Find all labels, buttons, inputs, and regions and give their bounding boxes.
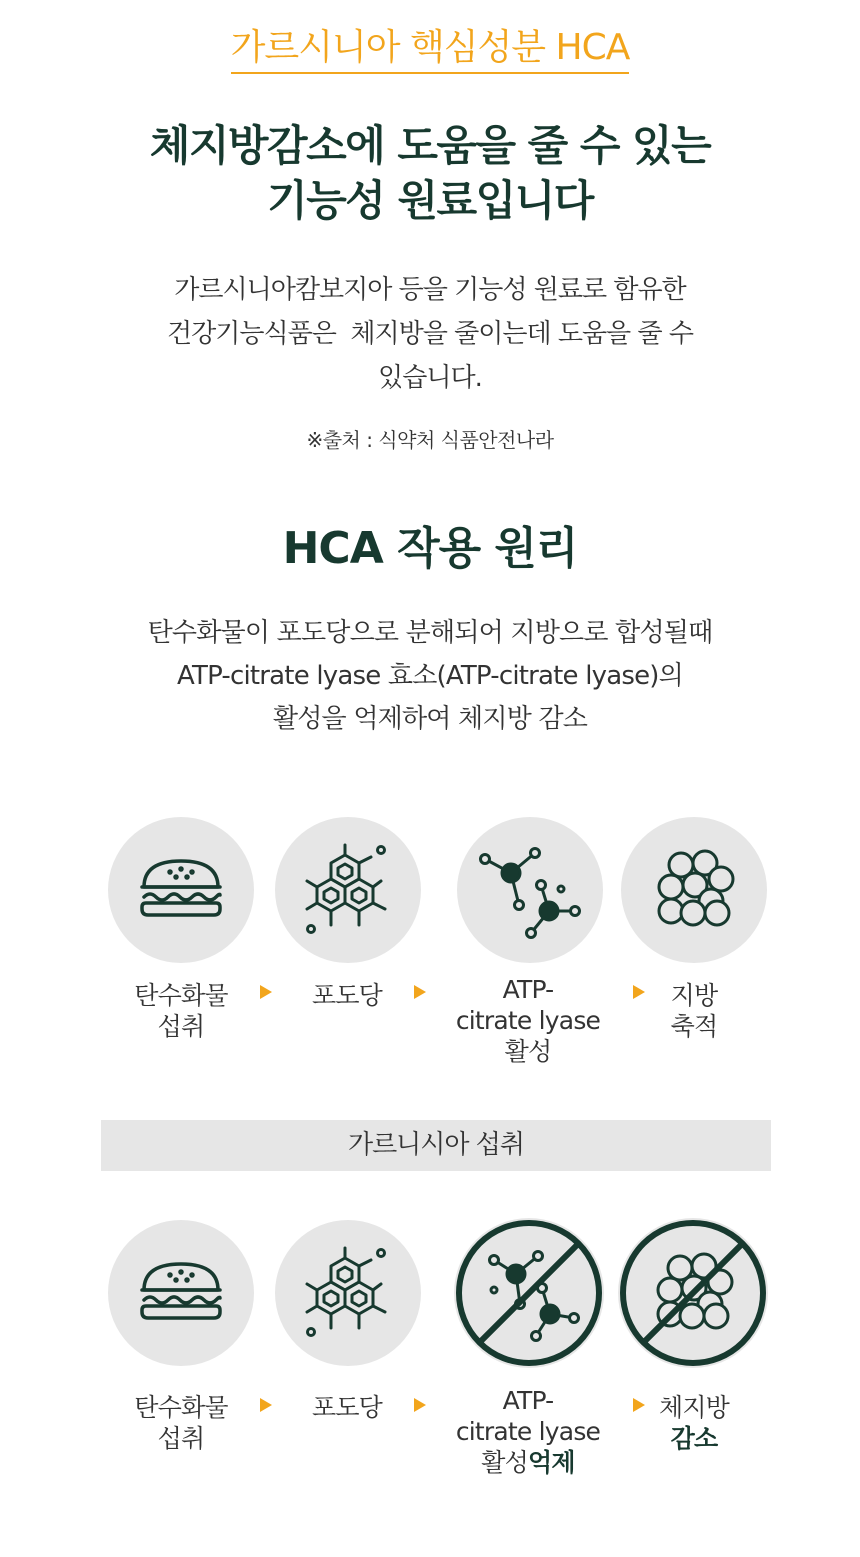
principle-line-1: 탄수화물이 포도당으로 분해되어 지방으로 합성될때 — [147, 618, 713, 648]
flow2-step-bodyfat — [648, 1392, 740, 1454]
flow1-step-atp-line3: 활성 — [504, 1037, 552, 1066]
flow2-step-atp-line2: citrate lyase — [455, 1417, 601, 1446]
flow1-step-carb — [111, 980, 251, 1042]
section-title: HCA 작용 원리 — [282, 523, 578, 574]
flow2-step-bodyfat-line2: 감소 — [670, 1424, 718, 1453]
flow1-step-fat — [649, 980, 739, 1042]
flow2-step-carb-line1: 탄수화물 — [134, 1393, 228, 1422]
enzyme-molecule-icon — [457, 817, 603, 963]
ingredient-tag-text: 가르시니아 핵심성분 HCA — [231, 26, 630, 74]
flow2-step-atp-active: 활성 — [481, 1448, 528, 1477]
principle-text — [0, 612, 860, 741]
arrow-right-icon — [414, 985, 426, 999]
flow1-step-glucose: 포도당 — [311, 981, 383, 1010]
arrow-right-icon — [260, 1398, 272, 1412]
flow2-step-glucose: 포도당 — [311, 1393, 383, 1422]
ingredient-tag — [0, 26, 860, 74]
flow2-step-atp-line1: ATP- — [502, 1386, 554, 1415]
blocked-enzyme-icon — [454, 1218, 604, 1368]
flow2-step-atp — [435, 1385, 621, 1478]
headline-line-2: 기능성 원료입니다 — [267, 176, 593, 225]
garcinia-intake-banner: 가르니시아 섭취 — [101, 1120, 771, 1171]
flow1-step-carb-line1: 탄수화물 — [134, 981, 228, 1010]
flow2-step-bodyfat-line1: 체지방 — [658, 1393, 730, 1422]
glucose-molecule-icon — [275, 817, 421, 963]
description-line-3: 있습니다. — [378, 363, 482, 393]
burger-icon — [108, 817, 254, 963]
headline-line-1: 체지방감소에 도움을 줄 수 있는 — [149, 121, 711, 170]
source-note: ※출처 : 식약처 식품안전나라 — [306, 428, 554, 452]
burger-icon — [108, 1220, 254, 1366]
fat-cells-icon — [621, 817, 767, 963]
flow1-step-atp-line2: citrate lyase — [455, 1006, 601, 1035]
arrow-right-icon — [260, 985, 272, 999]
flow2-step-bodyfat-line2-wrap — [648, 1423, 740, 1454]
flow1-step-atp — [435, 974, 621, 1067]
flow1-step-fat-line1: 지방 — [670, 981, 718, 1010]
description-line-1: 가르시니아캄보지아 등을 기능성 원료로 함유한 — [174, 275, 686, 305]
arrow-right-icon — [633, 985, 645, 999]
flow2-step-atp-line3 — [435, 1447, 621, 1478]
flow1-step-fat-line2: 축적 — [670, 1012, 718, 1041]
flow2-step-carb — [111, 1392, 251, 1454]
principle-line-2: ATP-citrate lyase 효소(ATP-citrate lyase)의 — [177, 661, 683, 691]
arrow-right-icon — [414, 1398, 426, 1412]
flow2-step-carb-line2: 섭취 — [157, 1424, 205, 1453]
glucose-molecule-icon — [275, 1220, 421, 1366]
headline — [0, 118, 860, 228]
flow1-step-atp-line1: ATP- — [502, 975, 554, 1004]
flow2-step-atp-inhibit: 억제 — [528, 1448, 575, 1477]
arrow-right-icon — [633, 1398, 645, 1412]
description — [0, 268, 860, 400]
blocked-fat-cells-icon — [618, 1218, 768, 1368]
flow1-step-carb-line2: 섭취 — [157, 1012, 205, 1041]
principle-line-3: 활성을 억제하여 체지방 감소 — [272, 704, 588, 734]
description-line-2: 건강기능식품은 체지방을 줄이는데 도움을 줄 수 — [167, 319, 693, 349]
